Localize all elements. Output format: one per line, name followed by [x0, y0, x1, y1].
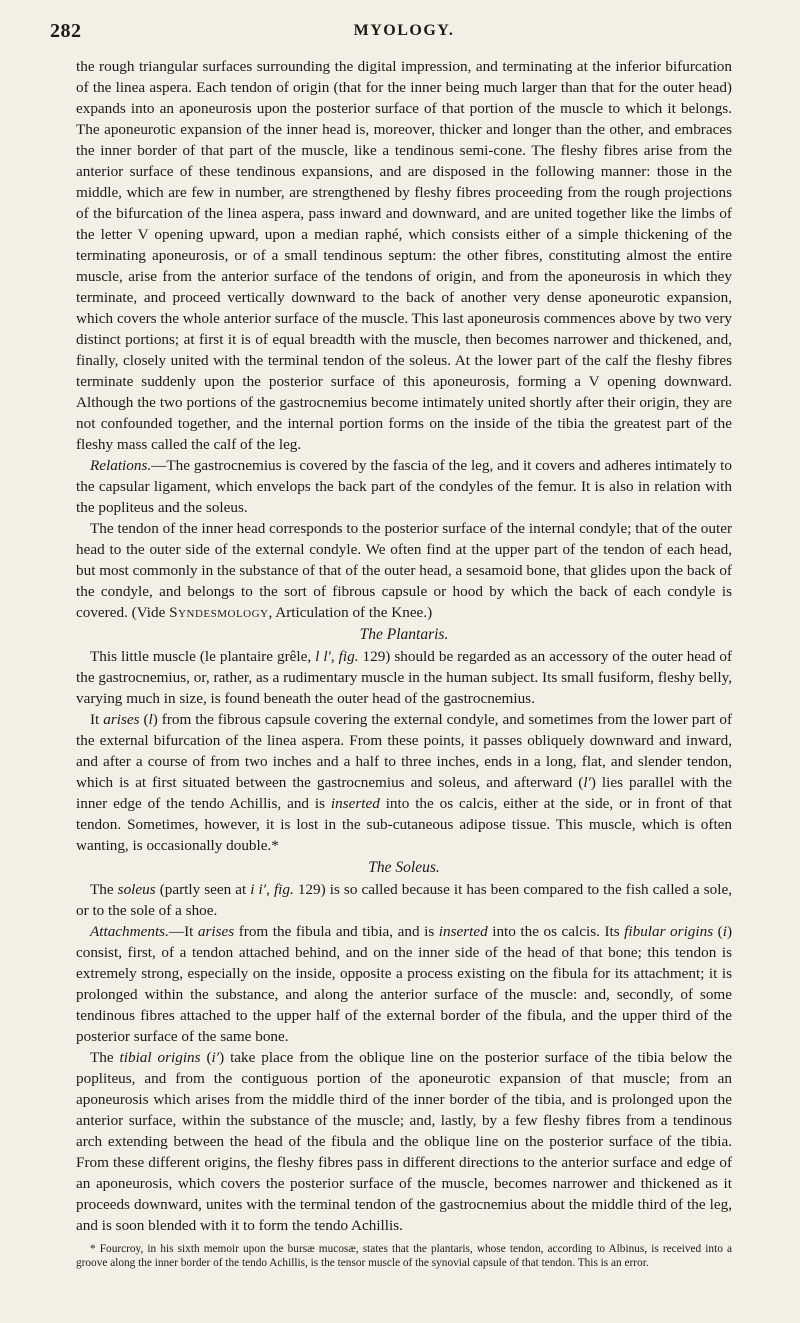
term-inserted: inserted: [438, 923, 488, 940]
heading-soleus: The Soleus.: [368, 859, 440, 876]
ref-before: (Vide: [131, 604, 170, 621]
text-run: (partly seen at: [155, 881, 251, 898]
body-text: [76, 56, 732, 1270]
text-run: 129) should be regarded as an accessory of the outer head of the gastrocnemius, or, rather, as a rudimentary muscle in the human subject. Its small fusiform, fleshy belly, varying much in size, is found beneath the outer head of the gastrocnemius.: [76, 648, 733, 707]
paragraph-plantaris-origin: [76, 709, 732, 856]
paragraph-soleus-tibial: [76, 1047, 732, 1236]
paragraph-relations: [76, 455, 732, 518]
term-tibial-origins: tibial origins: [119, 1049, 201, 1066]
figure-ref: l l′, fig.: [315, 648, 359, 665]
term-arises: arises: [103, 711, 140, 728]
paragraph-gastrocnemius-structure: the rough triangular surfaces surrounding the digital impression, and terminating at the inferior bifurcation of the linea aspera. Each tendon of origin (that for the inner being much larger than that for the outer head) expands into an aponeurosis upon the posterior surface of that portion of the muscle to which it belongs. The aponeurotic expansion of the inner head is, moreover, thicker and longer than the other, and embraces the inner border of that part of the muscle, like a tendinous semi-cone. The fleshy fibres arise from the anterior surface of these tendinous expansions, and are disposed in the following manner: those in the middle, which are few in number, are strengthened by fleshy fibres proceeding from the rough projections of the bifurcation of the linea aspera, pass inward and downward, and are united together like the limbs of the letter V opening upward, upon a median raphé, which consists either of a simple thickening of the terminating aponeurosis, or of a small tendinous septum: the other fibres, constituting almost the entire muscle, arise from the anterior surface of the tendons of origin, and from the aponeurosis in which they terminate, and proceed vertically downward to the back of another very dense aponeurotic expansion, which covers the whole anterior surface of the muscle. This last aponeurosis commences above by two very distinct portions; at first it is of equal breadth with the muscle, then becomes narrower and thickened, and, finally, closely united with the terminal tendon of the soleus. At the lower part of the calf the fleshy fibres terminate suddenly upon the posterior surface of this aponeurosis, forming a V opening downward. Although the two portions of the gastrocnemius become intimately united shortly after their origin, they are not confounded together, and the internal portion forms on the inside of the tibia the greatest part of the fleshy mass called the calf of the leg.: [76, 58, 732, 453]
paragraph-soleus-attachments: [76, 921, 732, 1047]
page-number: 282: [50, 20, 82, 42]
heading-plantaris: The Plantaris.: [359, 626, 449, 643]
paragraph-plantaris-intro: [76, 646, 732, 709]
text-run: It: [90, 711, 104, 728]
text-run: into the os calcis, either at the side, or in front of that tendon. Sometimes, however, it is lost in the sub-cutaneous adipose tissue. This muscle, which is often wanting, is occasionally double.*: [76, 795, 732, 854]
tendon-text: The tendon of the inner head corresponds to the posterior surface of the internal condyle; that of the outer head to the outer side of the external condyle. We often find at the upper part of the tendon of each head, but most commonly in the substance of that of the outer head, a sesamoid bone, that glides upon the back of the condyle, and belongs to the sort of fibrous capsule or hood by which the back of each condyle is covered.: [76, 520, 732, 621]
running-head: [50, 20, 732, 46]
running-title: MYOLOGY.: [353, 22, 455, 39]
text-run: (: [200, 1049, 212, 1066]
text-run: (: [713, 923, 723, 940]
figure-letter: i: [722, 923, 727, 940]
text-run: This little muscle (le plantaire grêle,: [90, 648, 316, 665]
paragraph-tendon-inner-head: [76, 518, 732, 623]
text-run: from the fibula and tibia, and is: [234, 923, 439, 940]
ref-after: , Articulation of the Knee.): [268, 604, 433, 621]
attachments-label: Attachments.: [90, 923, 169, 940]
text-run: ) from the fibrous capsule covering the external condyle, and sometimes from the lower part of the external bifurcation of the linea aspera. From these points, it passes obliquely downward and inward, and after a course of from two inches and a half to three inches, ends in a long, flat, and slender tendon, which is at first situated between the gastrocnemius and soleus, and afterward (: [76, 711, 733, 791]
figure-letter: i′: [211, 1049, 220, 1066]
paragraph-soleus-intro: [76, 879, 732, 921]
term-fibular-origins: fibular origins: [624, 923, 714, 940]
footnote: * Fourcroy, in his sixth memoir upon the bursæ mucosæ, states that the plantaris, whose tendon, according to Albinus, is received into a groove along the inner border of the tendo Achillis, is the tensor muscle of the synovial capsule of that tendon. This is an error.: [76, 1243, 732, 1269]
text-run: The: [90, 881, 118, 898]
figure-letter: l′: [583, 774, 591, 791]
term-soleus: soleus: [117, 881, 156, 898]
term-inserted: inserted: [330, 795, 380, 812]
figure-ref: i i′, fig.: [250, 881, 294, 898]
term-arises: arises: [197, 923, 235, 940]
figure-letter: l: [148, 711, 153, 728]
text-run: ) take place from the oblique line on the posterior surface of the tibia below the popliteus, and from the contiguous portion of the aponeurotic expansion of that muscle; from an aponeurosis which arises from the middle third of the inner border of the tibia, and is prolonged upon the anterior surface, within the substance of the muscle; and, lastly, by a few fleshy fibres from a tendinous arch extending between the head of the fibula and the oblique line on the posterior surface of the tibia. From these different origins, the fleshy fibres pass in different directions to the anterior surface and edge of an aponeurosis, which covers the posterior surface of the muscle, becomes narrower and thickened as it proceeds downward, unites with the terminal tendon of the gastrocnemius about the middle third of the leg, and is soon blended with it to form the tendo Achillis.: [76, 1049, 733, 1234]
text-run: —It: [168, 923, 198, 940]
text-run: ) consist, first, of a tendon attached behind, and on the inner side of the head of that bone; this tendon is extremely strong, especially on the inside, opposite a process existing on the fibula for its attachment; it is prolonged within the substance, and along the anterior surface of the muscle: and, secondly, of some tendinous fibres attached to the upper half of the external border of the fibula, and the upper third of the posterior surface of the same bone.: [76, 923, 733, 1045]
relations-text: —The gastrocnemius is covered by the fascia of the leg, and it covers and adheres intimately to the capsular ligament, which envelops the back part of the condyles of the femur. It is also in relation with the popliteus and the soleus.: [76, 457, 732, 516]
text-run: 129) is so called because it has been compared to the fish called a sole, or to the sole of a shoe.: [76, 881, 732, 919]
relations-label: Relations.: [90, 457, 152, 474]
ref-syndesmology: Syndesmology: [169, 604, 269, 621]
text-run: into the os calcis. Its: [487, 923, 625, 940]
text-run: The: [90, 1049, 120, 1066]
text-run: ) lies parallel with the inner edge of the tendo Achillis, and is: [76, 774, 732, 812]
text-run: (: [139, 711, 149, 728]
